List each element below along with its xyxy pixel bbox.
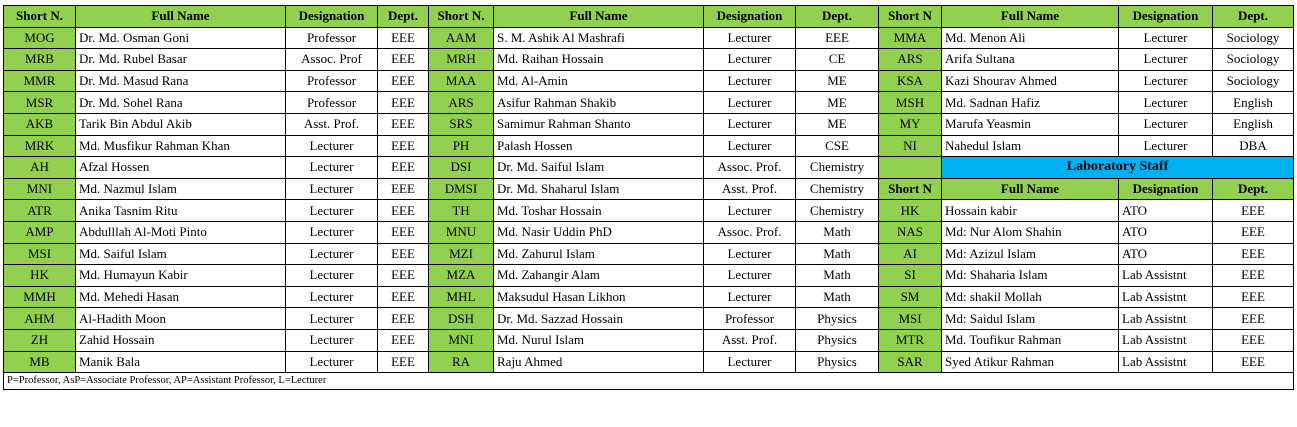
lab-name-cell: Hossain kabir — [942, 200, 1119, 222]
group2-desig-cell: Assoc. Prof. — [704, 157, 796, 179]
group1-short-name-cell: AHM — [4, 308, 76, 330]
group1-dept-cell: EEE — [378, 308, 429, 330]
table-row — [4, 351, 1294, 373]
table-row — [4, 92, 1294, 114]
group3-desig-cell: Lecturer — [1119, 113, 1213, 135]
group2-name-cell: Dr. Md. Shaharul Islam — [494, 178, 704, 200]
group2-short-name-cell: DSI — [429, 157, 494, 179]
group2-name-cell: Dr. Md. Sazzad Hossain — [494, 308, 704, 330]
group2-dept-cell: Physics — [796, 351, 879, 373]
group3-name-cell: Md. Menon Ali — [942, 27, 1119, 49]
group2-desig-cell: Lecturer — [704, 286, 796, 308]
group1-desig-cell: Lecturer — [286, 200, 378, 222]
group3-short-name-cell: NI — [879, 135, 942, 157]
lab-staff-title: Laboratory Staff — [942, 157, 1294, 179]
group1-short-name-cell: MB — [4, 351, 76, 373]
group3-name-cell: Md. Sadnan Hafiz — [942, 92, 1119, 114]
lab-short-name-cell: AI — [879, 243, 942, 265]
group2-name-cell: Maksudul Hasan Likhon — [494, 286, 704, 308]
group1-short-name-cell: MRB — [4, 49, 76, 71]
table-row — [4, 308, 1294, 330]
group2-name-cell: Md. Raihan Hossain — [494, 49, 704, 71]
group2-dept-cell: Physics — [796, 308, 879, 330]
group1-name-cell: Manik Bala — [76, 351, 286, 373]
table-row — [4, 27, 1294, 49]
group3-desig-cell: Lecturer — [1119, 49, 1213, 71]
group2-short-name-cell: ARS — [429, 92, 494, 114]
lab-desig-cell: ATO — [1119, 243, 1213, 265]
group2-desig-cell: Lecturer — [704, 243, 796, 265]
lab-desig-cell: Lab Assistnt — [1119, 351, 1213, 373]
group2-short-name-cell: PH — [429, 135, 494, 157]
group2-short-name-cell: DSH — [429, 308, 494, 330]
lab-desig-cell: ATO — [1119, 200, 1213, 222]
lab-dept-cell: EEE — [1213, 243, 1294, 265]
group1-short-name-cell: AH — [4, 157, 76, 179]
lab-desig-cell: ATO — [1119, 221, 1213, 243]
group2-dept-cell: Math — [796, 243, 879, 265]
group1-short-name-cell: ZH — [4, 329, 76, 351]
group2-short-name-cell: MZI — [429, 243, 494, 265]
lab-short-name-cell: SM — [879, 286, 942, 308]
footnote: P=Professor, AsP=Associate Professor, AP=Assistant Professor, L=Lecturer — [4, 373, 1294, 390]
group3-desig-cell: Lecturer — [1119, 135, 1213, 157]
group3-short-name-cell: ARS — [879, 49, 942, 71]
table-row — [4, 243, 1294, 265]
group1-name-cell: Dr. Md. Rubel Basar — [76, 49, 286, 71]
group1-header-dept: Dept. — [378, 6, 429, 28]
group2-dept-cell: CSE — [796, 135, 879, 157]
lab-dept-cell: EEE — [1213, 286, 1294, 308]
group2-name-cell: Palash Hossen — [494, 135, 704, 157]
table-row — [4, 113, 1294, 135]
group2-desig-cell: Lecturer — [704, 70, 796, 92]
group1-dept-cell: EEE — [378, 286, 429, 308]
group3-header-short-name: Short N — [879, 6, 942, 28]
lab-dept-cell: EEE — [1213, 351, 1294, 373]
group2-desig-cell: Lecturer — [704, 135, 796, 157]
lab-name-cell: Md: Nur Alom Shahin — [942, 221, 1119, 243]
group1-short-name-cell: MMR — [4, 70, 76, 92]
group2-desig-cell: Lecturer — [704, 265, 796, 287]
table-row — [4, 49, 1294, 71]
lab-desig-cell: Lab Assistnt — [1119, 329, 1213, 351]
lab-desig-cell: Lab Assistnt — [1119, 308, 1213, 330]
lab-spacer-cell — [879, 157, 942, 179]
group2-desig-cell: Lecturer — [704, 92, 796, 114]
group1-dept-cell: EEE — [378, 221, 429, 243]
group1-short-name-cell: HK — [4, 265, 76, 287]
group2-desig-cell: Lecturer — [704, 113, 796, 135]
lab-dept-cell: EEE — [1213, 200, 1294, 222]
group1-desig-cell: Assoc. Prof — [286, 49, 378, 71]
faculty-table — [3, 5, 1294, 390]
group1-short-name-cell: MOG — [4, 27, 76, 49]
group2-dept-cell: Chemistry — [796, 178, 879, 200]
group2-name-cell: S. M. Ashik Al Mashrafi — [494, 27, 704, 49]
group1-name-cell: Md. Mehedi Hasan — [76, 286, 286, 308]
group2-short-name-cell: RA — [429, 351, 494, 373]
group1-dept-cell: EEE — [378, 243, 429, 265]
group3-short-name-cell: MSH — [879, 92, 942, 114]
group2-dept-cell: Math — [796, 286, 879, 308]
group2-desig-cell: Lecturer — [704, 27, 796, 49]
group3-dept-cell: English — [1213, 113, 1294, 135]
group2-dept-cell: Math — [796, 265, 879, 287]
lab-short-name-cell: HK — [879, 200, 942, 222]
group3-name-cell: Arifa Sultana — [942, 49, 1119, 71]
group2-name-cell: Samimur Rahman Shanto — [494, 113, 704, 135]
group2-dept-cell: CE — [796, 49, 879, 71]
header-row — [4, 6, 1294, 28]
group1-short-name-cell: MSR — [4, 92, 76, 114]
table-row — [4, 265, 1294, 287]
group2-name-cell: Md. Nasir Uddin PhD — [494, 221, 704, 243]
group2-name-cell: Md. Zahangir Alam — [494, 265, 704, 287]
group1-desig-cell: Lecturer — [286, 286, 378, 308]
table-row — [4, 178, 1294, 200]
table-row — [4, 329, 1294, 351]
group2-desig-cell: Asst. Prof. — [704, 329, 796, 351]
group1-dept-cell: EEE — [378, 178, 429, 200]
group2-short-name-cell: TH — [429, 200, 494, 222]
group2-short-name-cell: DMSI — [429, 178, 494, 200]
lab-short-name-cell: SAR — [879, 351, 942, 373]
group3-header-designation: Designation — [1119, 6, 1213, 28]
group1-desig-cell: Lecturer — [286, 243, 378, 265]
footnote-row — [4, 373, 1294, 390]
group1-name-cell: Tarik Bin Abdul Akib — [76, 113, 286, 135]
table-row — [4, 157, 1294, 179]
lab-desig-cell: Lab Assistnt — [1119, 265, 1213, 287]
group2-short-name-cell: MHL — [429, 286, 494, 308]
lab-dept-cell: EEE — [1213, 221, 1294, 243]
group2-dept-cell: Physics — [796, 329, 879, 351]
group1-short-name-cell: MSI — [4, 243, 76, 265]
lab-header-designation: Designation — [1119, 178, 1213, 200]
group2-short-name-cell: AAM — [429, 27, 494, 49]
group2-dept-cell: Chemistry — [796, 200, 879, 222]
group1-name-cell: Afzal Hossen — [76, 157, 286, 179]
group1-name-cell: Md. Humayun Kabir — [76, 265, 286, 287]
group1-header-short-name: Short N. — [4, 6, 76, 28]
group3-dept-cell: DBA — [1213, 135, 1294, 157]
group2-dept-cell: Chemistry — [796, 157, 879, 179]
lab-name-cell: Md: Saidul Islam — [942, 308, 1119, 330]
group2-name-cell: Md. Toshar Hossain — [494, 200, 704, 222]
lab-name-cell: Md. Toufikur Rahman — [942, 329, 1119, 351]
faculty-table-body — [4, 6, 1294, 390]
group2-header-designation: Designation — [704, 6, 796, 28]
group2-desig-cell: Assoc. Prof. — [704, 221, 796, 243]
group1-short-name-cell: AKB — [4, 113, 76, 135]
group2-desig-cell: Lecturer — [704, 351, 796, 373]
group2-short-name-cell: MNU — [429, 221, 494, 243]
group1-desig-cell: Lecturer — [286, 329, 378, 351]
group3-desig-cell: Lecturer — [1119, 27, 1213, 49]
lab-dept-cell: EEE — [1213, 308, 1294, 330]
group1-short-name-cell: MNI — [4, 178, 76, 200]
group1-dept-cell: EEE — [378, 27, 429, 49]
lab-header-short-name: Short N — [879, 178, 942, 200]
group3-dept-cell: Sociology — [1213, 70, 1294, 92]
group3-short-name-cell: KSA — [879, 70, 942, 92]
lab-header-dept: Dept. — [1213, 178, 1294, 200]
group1-dept-cell: EEE — [378, 265, 429, 287]
group1-name-cell: Dr. Md. Osman Goni — [76, 27, 286, 49]
group1-dept-cell: EEE — [378, 70, 429, 92]
group1-name-cell: Zahid Hossain — [76, 329, 286, 351]
lab-name-cell: Md: shakil Mollah — [942, 286, 1119, 308]
group1-name-cell: Dr. Md. Masud Rana — [76, 70, 286, 92]
table-row — [4, 200, 1294, 222]
group3-dept-cell: English — [1213, 92, 1294, 114]
group1-dept-cell: EEE — [378, 49, 429, 71]
lab-short-name-cell: NAS — [879, 221, 942, 243]
group1-desig-cell: Lecturer — [286, 221, 378, 243]
group2-name-cell: Md. Nurul Islam — [494, 329, 704, 351]
group1-dept-cell: EEE — [378, 157, 429, 179]
group1-desig-cell: Professor — [286, 27, 378, 49]
table-row — [4, 221, 1294, 243]
group2-short-name-cell: MRH — [429, 49, 494, 71]
group2-header-dept: Dept. — [796, 6, 879, 28]
group1-short-name-cell: AMP — [4, 221, 76, 243]
group2-dept-cell: EEE — [796, 27, 879, 49]
group2-dept-cell: ME — [796, 70, 879, 92]
group2-dept-cell: ME — [796, 113, 879, 135]
group1-name-cell: Al-Hadith Moon — [76, 308, 286, 330]
group3-header-dept: Dept. — [1213, 6, 1294, 28]
lab-header-full-name: Full Name — [942, 178, 1119, 200]
group1-dept-cell: EEE — [378, 351, 429, 373]
group2-desig-cell: Asst. Prof. — [704, 178, 796, 200]
lab-short-name-cell: MSI — [879, 308, 942, 330]
group1-dept-cell: EEE — [378, 135, 429, 157]
group2-desig-cell: Professor — [704, 308, 796, 330]
group3-name-cell: Nahedul Islam — [942, 135, 1119, 157]
group2-desig-cell: Lecturer — [704, 200, 796, 222]
group1-short-name-cell: MMH — [4, 286, 76, 308]
group3-header-full-name: Full Name — [942, 6, 1119, 28]
group1-dept-cell: EEE — [378, 329, 429, 351]
group1-dept-cell: EEE — [378, 92, 429, 114]
group1-desig-cell: Lecturer — [286, 135, 378, 157]
table-row — [4, 286, 1294, 308]
group1-name-cell: Md. Musfikur Rahman Khan — [76, 135, 286, 157]
group1-desig-cell: Professor — [286, 92, 378, 114]
group2-dept-cell: Math — [796, 221, 879, 243]
group2-short-name-cell: MAA — [429, 70, 494, 92]
group1-desig-cell: Asst. Prof. — [286, 113, 378, 135]
group3-dept-cell: Sociology — [1213, 27, 1294, 49]
group3-dept-cell: Sociology — [1213, 49, 1294, 71]
lab-name-cell: Md: Azizul Islam — [942, 243, 1119, 265]
group1-desig-cell: Lecturer — [286, 178, 378, 200]
group2-header-full-name: Full Name — [494, 6, 704, 28]
group1-dept-cell: EEE — [378, 113, 429, 135]
group2-name-cell: Md. Al-Amin — [494, 70, 704, 92]
group2-header-short-name: Short N. — [429, 6, 494, 28]
group3-name-cell: Kazi Shourav Ahmed — [942, 70, 1119, 92]
group2-short-name-cell: MZA — [429, 265, 494, 287]
group2-name-cell: Dr. Md. Saiful Islam — [494, 157, 704, 179]
group1-short-name-cell: ATR — [4, 200, 76, 222]
table-row — [4, 70, 1294, 92]
lab-name-cell: Md: Shaharia Islam — [942, 265, 1119, 287]
group1-name-cell: Md. Saiful Islam — [76, 243, 286, 265]
group3-short-name-cell: MMA — [879, 27, 942, 49]
group2-name-cell: Md. Zahurul Islam — [494, 243, 704, 265]
group1-header-designation: Designation — [286, 6, 378, 28]
lab-short-name-cell: MTR — [879, 329, 942, 351]
table-row — [4, 135, 1294, 157]
group3-desig-cell: Lecturer — [1119, 92, 1213, 114]
group2-name-cell: Raju Ahmed — [494, 351, 704, 373]
group2-desig-cell: Lecturer — [704, 49, 796, 71]
lab-short-name-cell: SI — [879, 265, 942, 287]
group2-short-name-cell: MNI — [429, 329, 494, 351]
group1-header-full-name: Full Name — [76, 6, 286, 28]
lab-dept-cell: EEE — [1213, 265, 1294, 287]
group3-short-name-cell: MY — [879, 113, 942, 135]
group1-desig-cell: Lecturer — [286, 265, 378, 287]
lab-name-cell: Syed Atikur Rahman — [942, 351, 1119, 373]
group1-desig-cell: Lecturer — [286, 351, 378, 373]
group2-dept-cell: ME — [796, 92, 879, 114]
group1-desig-cell: Professor — [286, 70, 378, 92]
lab-dept-cell: EEE — [1213, 329, 1294, 351]
group1-short-name-cell: MRK — [4, 135, 76, 157]
group1-dept-cell: EEE — [378, 200, 429, 222]
group3-desig-cell: Lecturer — [1119, 70, 1213, 92]
group1-name-cell: Dr. Md. Sohel Rana — [76, 92, 286, 114]
group1-name-cell: Md. Nazmul Islam — [76, 178, 286, 200]
group1-desig-cell: Lecturer — [286, 308, 378, 330]
group2-name-cell: Asifur Rahman Shakib — [494, 92, 704, 114]
group3-name-cell: Marufa Yeasmin — [942, 113, 1119, 135]
group2-short-name-cell: SRS — [429, 113, 494, 135]
group1-desig-cell: Lecturer — [286, 157, 378, 179]
lab-desig-cell: Lab Assistnt — [1119, 286, 1213, 308]
group1-name-cell: Anika Tasnim Ritu — [76, 200, 286, 222]
group1-name-cell: Abdulllah Al-Moti Pinto — [76, 221, 286, 243]
